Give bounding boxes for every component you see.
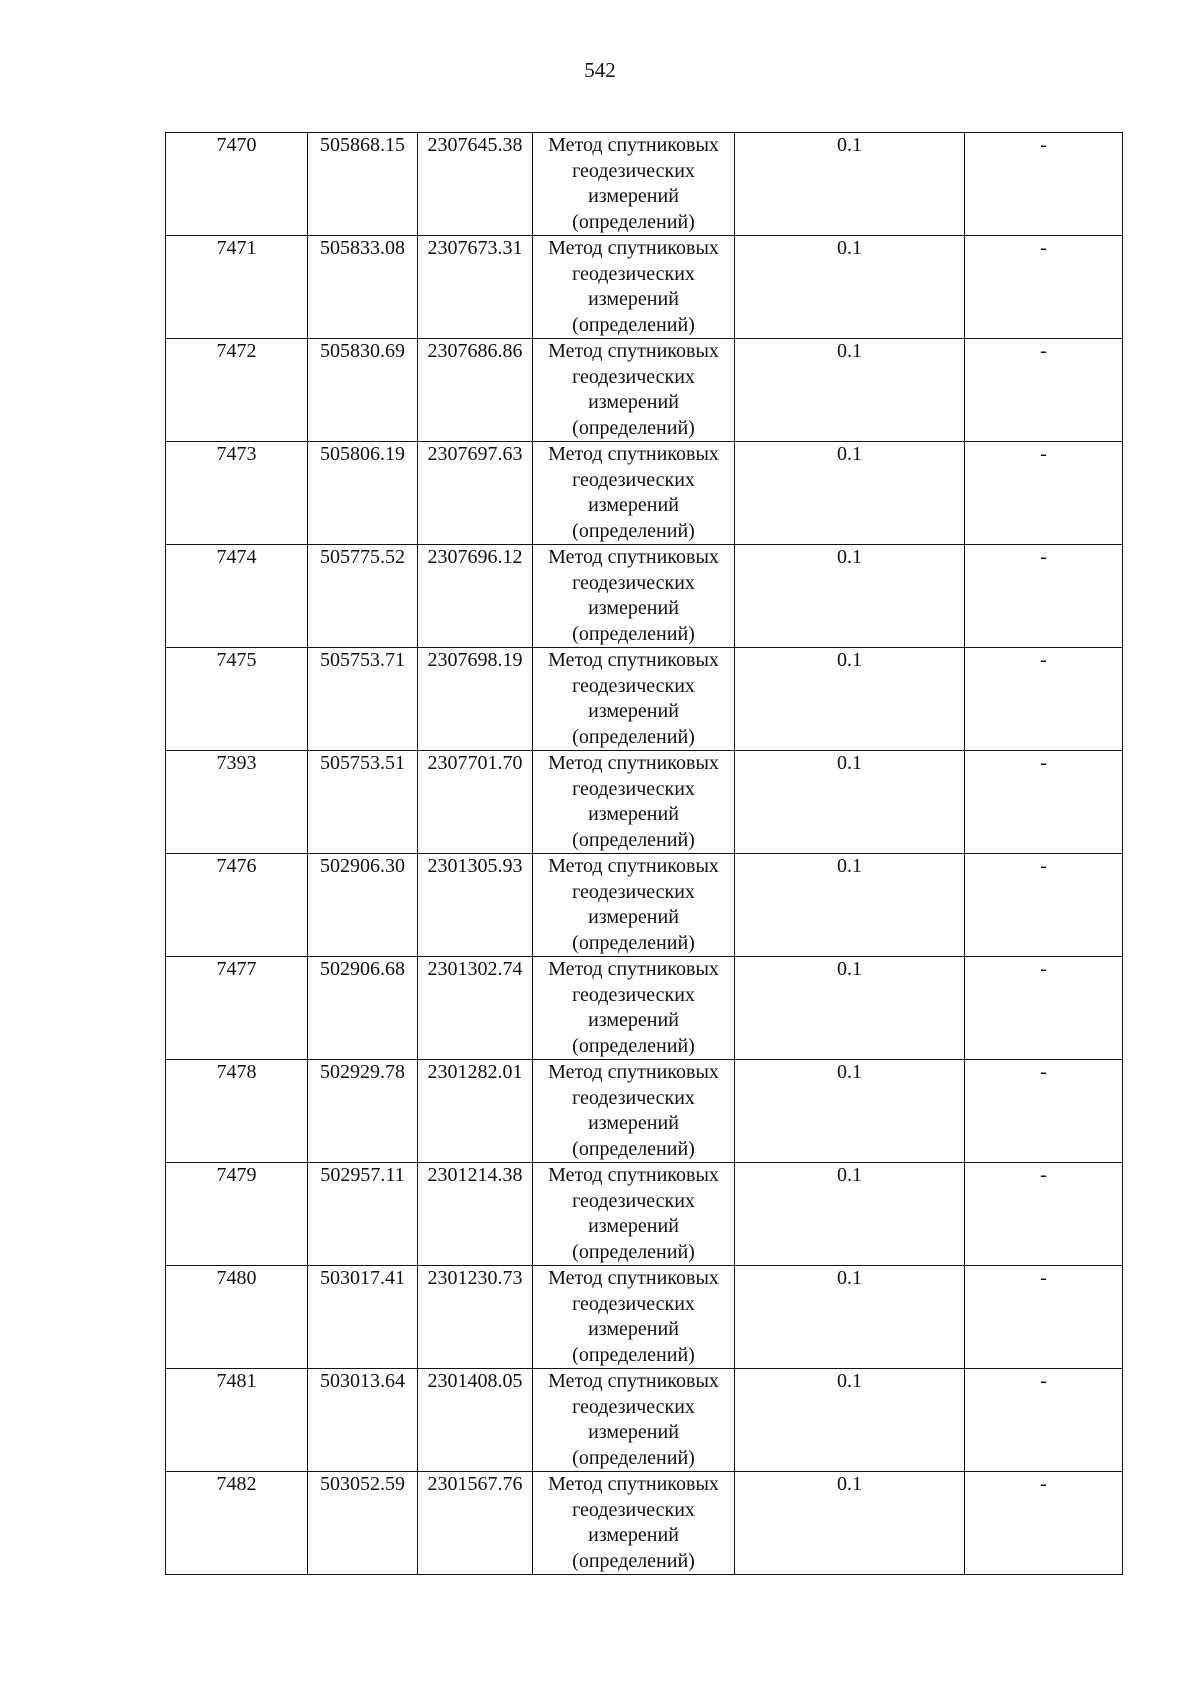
point-number-cell <box>166 442 308 545</box>
x-coordinate-cell <box>308 339 418 442</box>
accuracy-cell <box>735 1060 965 1163</box>
y-coordinate-cell-text: 2301567.76 <box>427 1473 523 1495</box>
point-number-cell-text: 7474 <box>216 546 257 568</box>
x-coordinate-cell <box>308 957 418 1060</box>
y-coordinate-cell-text: 2301214.38 <box>427 1164 523 1186</box>
accuracy-cell-text: 0.1 <box>837 340 862 362</box>
method-cell-text: Метод спутниковых геодезических измерений (определений) <box>548 649 719 748</box>
method-cell <box>533 236 735 339</box>
table-row <box>166 854 1123 957</box>
x-coordinate-cell <box>308 648 418 751</box>
accuracy-cell-text: 0.1 <box>837 958 862 980</box>
note-cell <box>965 545 1123 648</box>
y-coordinate-cell-text: 2307686.86 <box>427 340 523 362</box>
x-coordinate-cell-text: 505833.08 <box>320 237 405 259</box>
y-coordinate-cell-text: 2307701.70 <box>427 752 523 774</box>
x-coordinate-cell <box>308 545 418 648</box>
accuracy-cell <box>735 236 965 339</box>
x-coordinate-cell-text: 505775.52 <box>320 546 405 568</box>
point-number-cell <box>166 1369 308 1472</box>
note-cell-text: - <box>1040 134 1047 156</box>
accuracy-cell <box>735 751 965 854</box>
method-cell <box>533 442 735 545</box>
method-cell-text: Метод спутниковых геодезических измерений (определений) <box>548 443 719 542</box>
y-coordinate-cell <box>418 442 533 545</box>
y-coordinate-cell <box>418 751 533 854</box>
point-number-cell <box>166 1060 308 1163</box>
note-cell <box>965 957 1123 1060</box>
note-cell-text: - <box>1040 443 1047 465</box>
method-cell <box>533 339 735 442</box>
method-cell <box>533 751 735 854</box>
point-number-cell <box>166 339 308 442</box>
y-coordinate-cell-text: 2307645.38 <box>427 134 523 156</box>
point-number-cell-text: 7476 <box>216 855 257 877</box>
table-row <box>166 339 1123 442</box>
accuracy-cell-text: 0.1 <box>837 443 862 465</box>
note-cell <box>965 339 1123 442</box>
method-cell-text: Метод спутниковых геодезических измерений (определений) <box>548 752 719 851</box>
method-cell <box>533 648 735 751</box>
x-coordinate-cell <box>308 751 418 854</box>
note-cell-text: - <box>1040 752 1047 774</box>
point-number-cell-text: 7472 <box>216 340 257 362</box>
accuracy-cell <box>735 854 965 957</box>
accuracy-cell-text: 0.1 <box>837 649 862 671</box>
x-coordinate-cell <box>308 1060 418 1163</box>
note-cell <box>965 1163 1123 1266</box>
point-number-cell-text: 7481 <box>216 1370 257 1392</box>
table-row <box>166 1472 1123 1575</box>
accuracy-cell-text: 0.1 <box>837 546 862 568</box>
method-cell-text: Метод спутниковых геодезических измерений (определений) <box>548 134 719 233</box>
point-number-cell <box>166 545 308 648</box>
y-coordinate-cell <box>418 133 533 236</box>
note-cell-text: - <box>1040 340 1047 362</box>
point-number-cell-text: 7471 <box>216 237 257 259</box>
table-row <box>166 1369 1123 1472</box>
note-cell <box>965 442 1123 545</box>
table-row <box>166 1266 1123 1369</box>
note-cell-text: - <box>1040 237 1047 259</box>
y-coordinate-cell-text: 2307697.63 <box>427 443 523 465</box>
x-coordinate-cell <box>308 1369 418 1472</box>
method-cell <box>533 1163 735 1266</box>
x-coordinate-cell <box>308 854 418 957</box>
y-coordinate-cell <box>418 1472 533 1575</box>
point-number-cell-text: 7470 <box>216 134 257 156</box>
note-cell-text: - <box>1040 855 1047 877</box>
point-number-cell-text: 7478 <box>216 1061 257 1083</box>
y-coordinate-cell-text: 2301282.01 <box>427 1061 523 1083</box>
note-cell <box>965 236 1123 339</box>
x-coordinate-cell <box>308 133 418 236</box>
x-coordinate-cell-text: 502906.30 <box>320 855 405 877</box>
note-cell-text: - <box>1040 958 1047 980</box>
accuracy-cell-text: 0.1 <box>837 1267 862 1289</box>
note-cell <box>965 854 1123 957</box>
accuracy-cell-text: 0.1 <box>837 1370 862 1392</box>
note-cell-text: - <box>1040 1164 1047 1186</box>
coordinates-table <box>165 132 1123 1575</box>
x-coordinate-cell-text: 502929.78 <box>320 1061 405 1083</box>
y-coordinate-cell <box>418 854 533 957</box>
accuracy-cell <box>735 442 965 545</box>
table-row <box>166 1060 1123 1163</box>
table-row <box>166 648 1123 751</box>
note-cell <box>965 1266 1123 1369</box>
note-cell-text: - <box>1040 546 1047 568</box>
point-number-cell <box>166 1472 308 1575</box>
y-coordinate-cell <box>418 545 533 648</box>
x-coordinate-cell <box>308 1163 418 1266</box>
point-number-cell <box>166 751 308 854</box>
point-number-cell-text: 7477 <box>216 958 257 980</box>
point-number-cell <box>166 236 308 339</box>
y-coordinate-cell <box>418 1163 533 1266</box>
point-number-cell <box>166 648 308 751</box>
x-coordinate-cell-text: 505806.19 <box>320 443 405 465</box>
table-row <box>166 751 1123 854</box>
accuracy-cell <box>735 133 965 236</box>
y-coordinate-cell <box>418 236 533 339</box>
x-coordinate-cell <box>308 1266 418 1369</box>
page-number: 542 <box>584 58 616 82</box>
y-coordinate-cell-text: 2307673.31 <box>427 237 523 259</box>
point-number-cell-text: 7473 <box>216 443 257 465</box>
x-coordinate-cell-text: 503017.41 <box>320 1267 405 1289</box>
x-coordinate-cell-text: 502906.68 <box>320 958 405 980</box>
point-number-cell <box>166 1266 308 1369</box>
method-cell-text: Метод спутниковых геодезических измерений (определений) <box>548 340 719 439</box>
accuracy-cell-text: 0.1 <box>837 855 862 877</box>
table-row <box>166 545 1123 648</box>
point-number-cell <box>166 957 308 1060</box>
y-coordinate-cell <box>418 957 533 1060</box>
accuracy-cell <box>735 1369 965 1472</box>
y-coordinate-cell-text: 2301305.93 <box>427 855 523 877</box>
x-coordinate-cell-text: 505753.71 <box>320 649 405 671</box>
x-coordinate-cell-text: 503013.64 <box>320 1370 405 1392</box>
y-coordinate-cell <box>418 1369 533 1472</box>
accuracy-cell <box>735 1472 965 1575</box>
table-row <box>166 957 1123 1060</box>
y-coordinate-cell-text: 2301408.05 <box>427 1370 523 1392</box>
method-cell-text: Метод спутниковых геодезических измерений (определений) <box>548 237 719 336</box>
accuracy-cell <box>735 545 965 648</box>
accuracy-cell-text: 0.1 <box>837 134 862 156</box>
x-coordinate-cell-text: 505753.51 <box>320 752 405 774</box>
note-cell <box>965 133 1123 236</box>
accuracy-cell <box>735 339 965 442</box>
note-cell-text: - <box>1040 1473 1047 1495</box>
point-number-cell <box>166 1163 308 1266</box>
method-cell-text: Метод спутниковых геодезических измерений (определений) <box>548 855 719 954</box>
note-cell <box>965 1369 1123 1472</box>
y-coordinate-cell-text: 2301302.74 <box>427 958 523 980</box>
method-cell-text: Метод спутниковых геодезических измерений (определений) <box>548 958 719 1057</box>
note-cell-text: - <box>1040 649 1047 671</box>
note-cell-text: - <box>1040 1370 1047 1392</box>
point-number-cell-text: 7475 <box>216 649 257 671</box>
y-coordinate-cell <box>418 1060 533 1163</box>
point-number-cell-text: 7482 <box>216 1473 257 1495</box>
accuracy-cell-text: 0.1 <box>837 1164 862 1186</box>
table-row <box>166 1163 1123 1266</box>
method-cell <box>533 1060 735 1163</box>
y-coordinate-cell <box>418 1266 533 1369</box>
y-coordinate-cell-text: 2307696.12 <box>427 546 523 568</box>
method-cell-text: Метод спутниковых геодезических измерений (определений) <box>548 1061 719 1160</box>
method-cell-text: Метод спутниковых геодезических измерений (определений) <box>548 1370 719 1469</box>
point-number-cell-text: 7479 <box>216 1164 257 1186</box>
accuracy-cell-text: 0.1 <box>837 237 862 259</box>
accuracy-cell <box>735 648 965 751</box>
y-coordinate-cell-text: 2307698.19 <box>427 649 523 671</box>
accuracy-cell <box>735 1266 965 1369</box>
y-coordinate-cell-text: 2301230.73 <box>427 1267 523 1289</box>
method-cell-text: Метод спутниковых геодезических измерений (определений) <box>548 546 719 645</box>
table-row <box>166 442 1123 545</box>
table-row <box>166 133 1123 236</box>
table-body <box>166 133 1123 1575</box>
method-cell <box>533 854 735 957</box>
accuracy-cell <box>735 1163 965 1266</box>
x-coordinate-cell <box>308 1472 418 1575</box>
accuracy-cell-text: 0.1 <box>837 752 862 774</box>
table-row <box>166 236 1123 339</box>
accuracy-cell-text: 0.1 <box>837 1061 862 1083</box>
y-coordinate-cell <box>418 648 533 751</box>
x-coordinate-cell-text: 505868.15 <box>320 134 405 156</box>
x-coordinate-cell-text: 502957.11 <box>320 1164 405 1186</box>
x-coordinate-cell <box>308 442 418 545</box>
note-cell <box>965 648 1123 751</box>
method-cell-text: Метод спутниковых геодезических измерений (определений) <box>548 1473 719 1572</box>
note-cell-text: - <box>1040 1267 1047 1289</box>
method-cell <box>533 957 735 1060</box>
note-cell <box>965 1060 1123 1163</box>
point-number-cell-text: 7393 <box>216 752 257 774</box>
x-coordinate-cell <box>308 236 418 339</box>
y-coordinate-cell <box>418 339 533 442</box>
note-cell <box>965 1472 1123 1575</box>
method-cell <box>533 133 735 236</box>
note-cell-text: - <box>1040 1061 1047 1083</box>
accuracy-cell-text: 0.1 <box>837 1473 862 1495</box>
x-coordinate-cell-text: 503052.59 <box>320 1473 405 1495</box>
x-coordinate-cell-text: 505830.69 <box>320 340 405 362</box>
method-cell <box>533 1266 735 1369</box>
method-cell-text: Метод спутниковых геодезических измерений (определений) <box>548 1164 719 1263</box>
accuracy-cell <box>735 957 965 1060</box>
method-cell <box>533 1472 735 1575</box>
point-number-cell <box>166 854 308 957</box>
method-cell <box>533 545 735 648</box>
point-number-cell <box>166 133 308 236</box>
point-number-cell-text: 7480 <box>216 1267 257 1289</box>
note-cell <box>965 751 1123 854</box>
method-cell-text: Метод спутниковых геодезических измерений (определений) <box>548 1267 719 1366</box>
method-cell <box>533 1369 735 1472</box>
